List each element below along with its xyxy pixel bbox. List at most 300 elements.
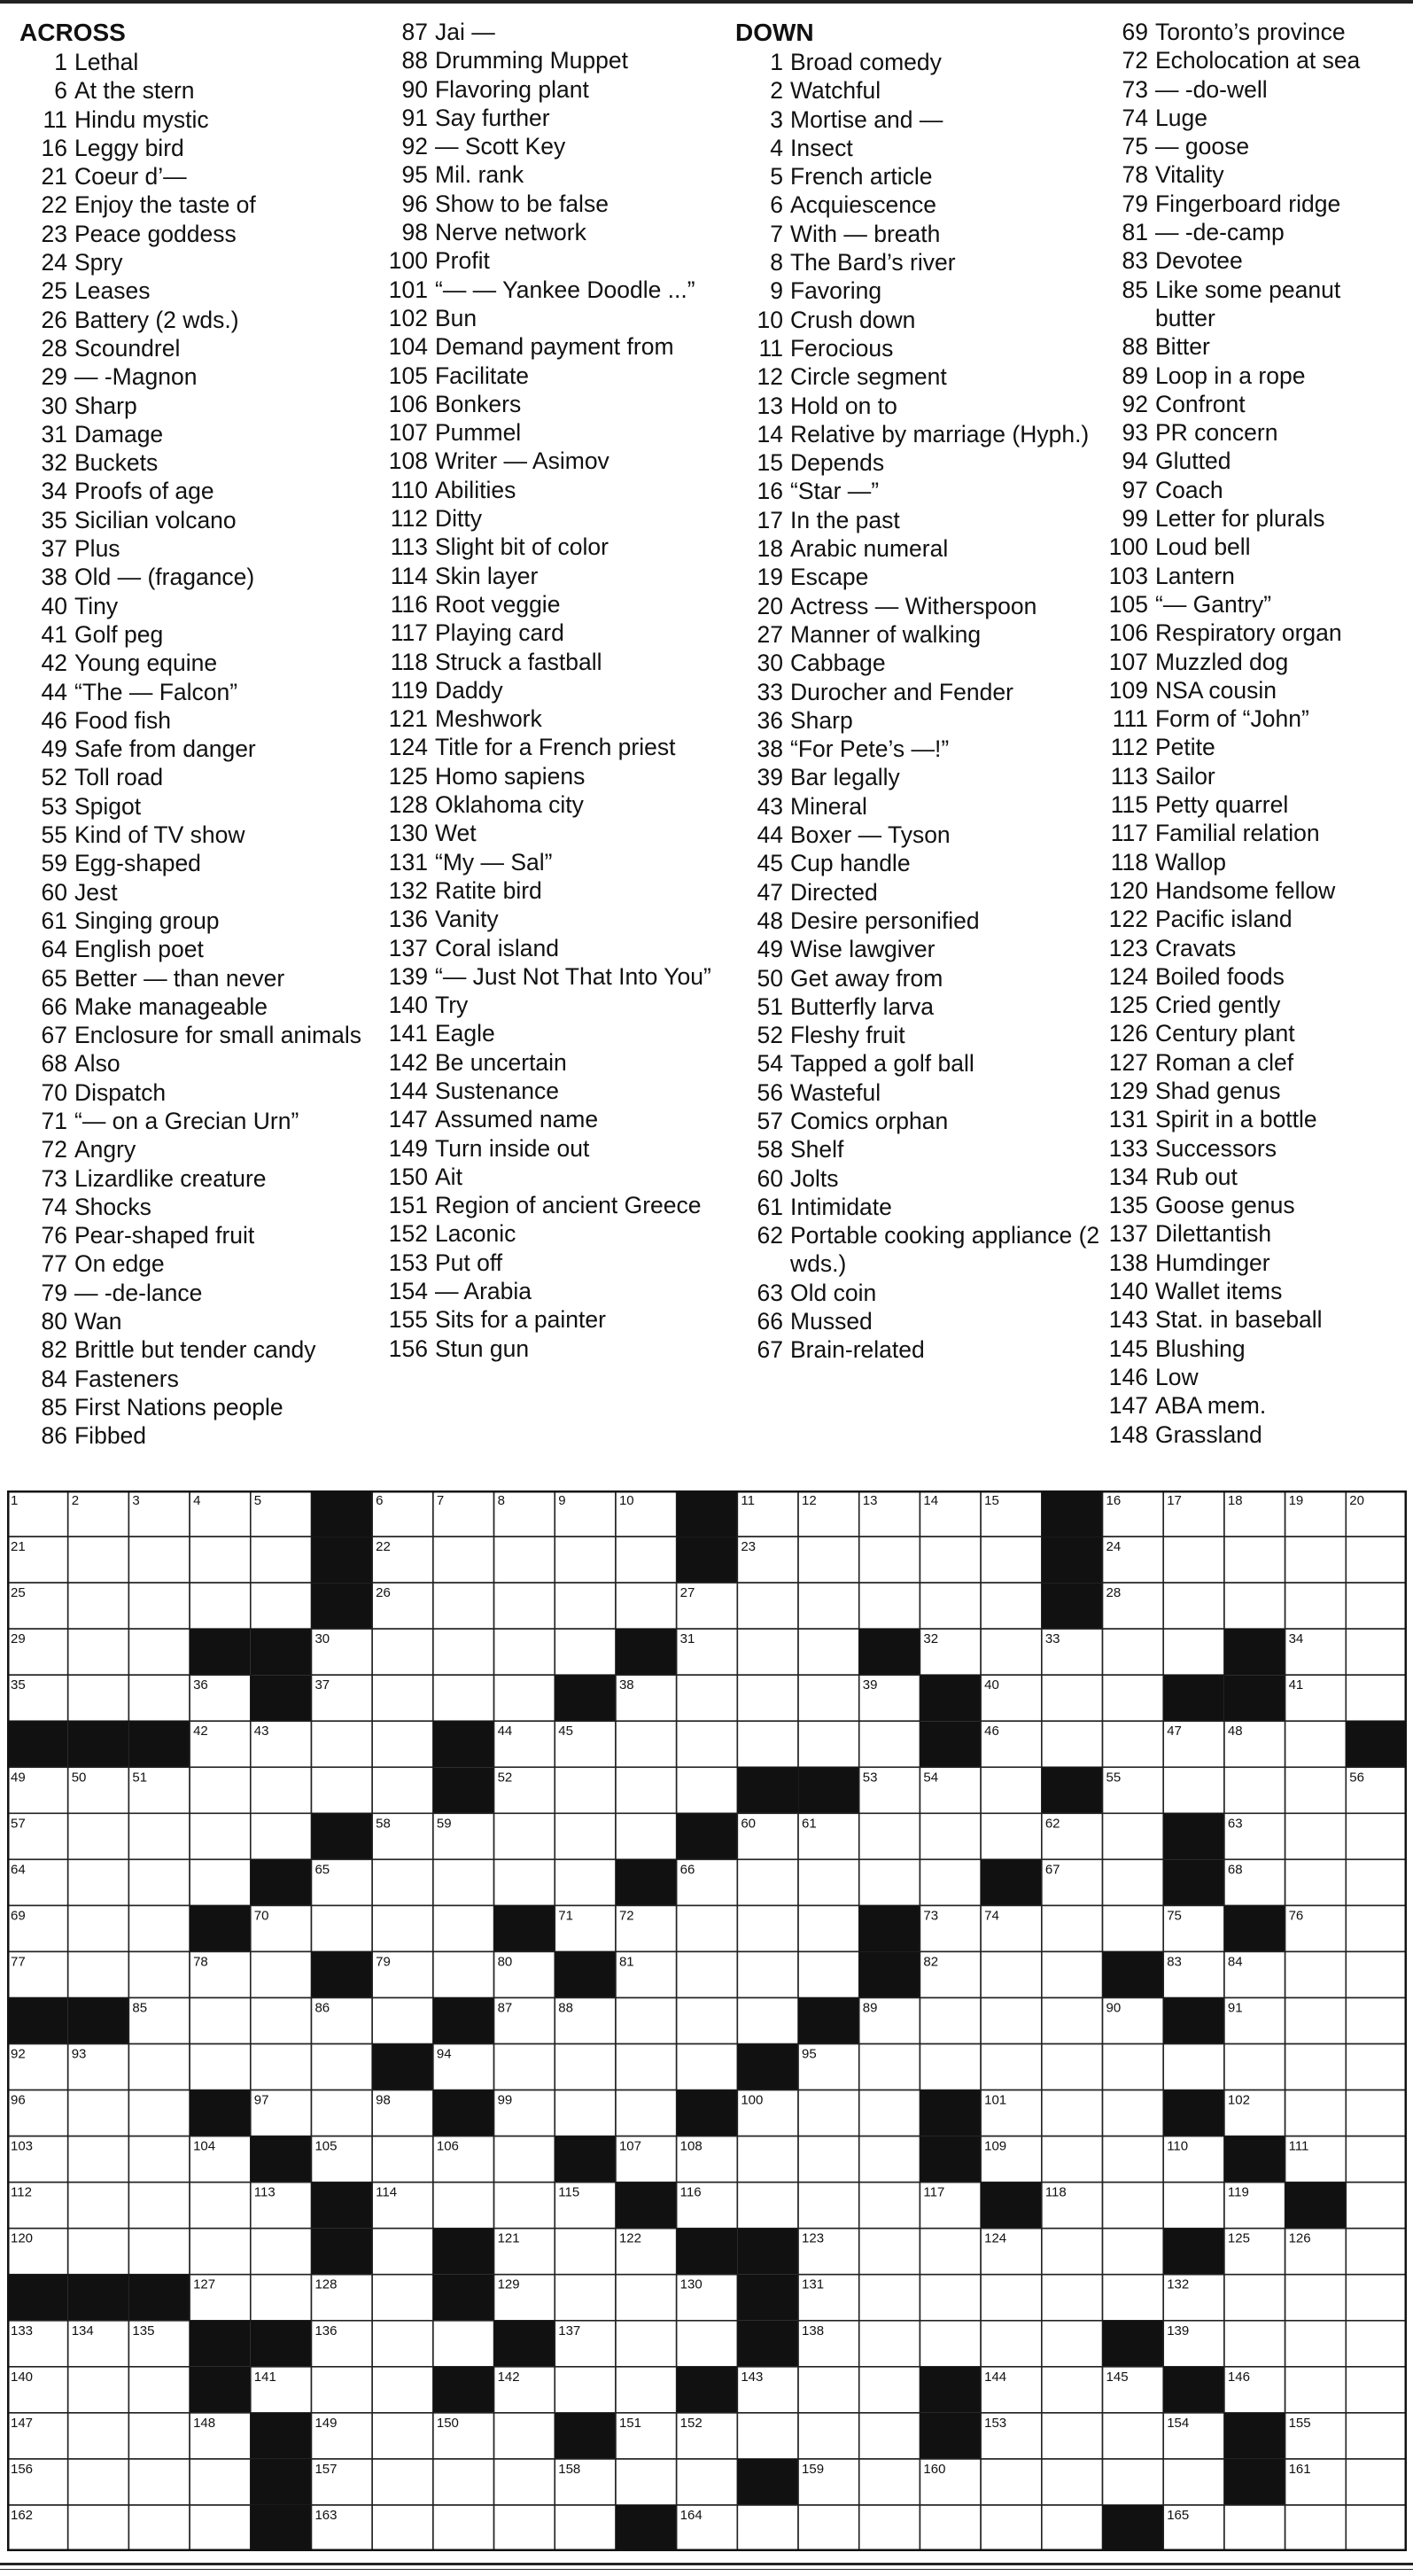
grid-cell[interactable]	[555, 2367, 616, 2413]
grid-cell[interactable]	[737, 1629, 798, 1675]
down-clue-7[interactable]	[735, 220, 1103, 248]
across-clue-132[interactable]	[377, 876, 735, 905]
grid-cell[interactable]	[251, 1537, 312, 1583]
across-clue-84[interactable]	[19, 1365, 374, 1393]
grid-cell[interactable]	[251, 1813, 312, 1859]
grid-cell[interactable]	[1346, 1905, 1407, 1951]
grid-cell[interactable]	[251, 2044, 312, 2090]
grid-cell[interactable]	[1103, 2136, 1164, 2183]
grid-cell[interactable]	[1346, 1813, 1407, 1859]
grid-cell[interactable]	[677, 2321, 738, 2367]
grid-cell[interactable]	[128, 1813, 190, 1859]
grid-cell[interactable]	[555, 2044, 616, 2090]
grid-cell[interactable]	[920, 1997, 981, 2043]
down-clue-74[interactable]	[1104, 104, 1405, 132]
across-clue-121[interactable]	[377, 704, 735, 733]
down-clue-43[interactable]	[735, 792, 1103, 821]
down-clue-61[interactable]	[735, 1193, 1103, 1221]
grid-cell[interactable]	[1224, 1537, 1285, 1583]
down-clue-111[interactable]	[1104, 704, 1405, 733]
grid-cell[interactable]	[1346, 2505, 1407, 2551]
grid-cell[interactable]	[1103, 1721, 1164, 1767]
down-clue-44[interactable]	[735, 821, 1103, 849]
grid-cell[interactable]	[251, 1951, 312, 1997]
grid-cell[interactable]	[555, 1859, 616, 1905]
across-clue-112[interactable]	[377, 504, 735, 533]
down-clue-20[interactable]	[735, 592, 1103, 620]
grid-cell[interactable]	[616, 2090, 677, 2136]
down-clue-10[interactable]	[735, 306, 1103, 334]
grid-cell[interactable]	[68, 2229, 129, 2275]
grid-cell[interactable]	[128, 2505, 190, 2551]
grid-cell[interactable]	[555, 2090, 616, 2136]
grid-cell[interactable]	[1346, 2136, 1407, 2183]
grid-cell[interactable]	[128, 2044, 190, 2090]
down-clue-14[interactable]	[735, 420, 1103, 448]
grid-cell[interactable]	[981, 1583, 1042, 1629]
grid-cell[interactable]	[616, 2321, 677, 2367]
across-clue-90[interactable]	[377, 75, 735, 104]
grid-cell[interactable]	[859, 1583, 920, 1629]
grid-cell[interactable]	[616, 1997, 677, 2043]
across-clue-60[interactable]	[19, 878, 374, 907]
grid-cell[interactable]	[1285, 1583, 1347, 1629]
across-clue-65[interactable]	[19, 964, 374, 992]
grid-cell[interactable]	[68, 2505, 129, 2551]
down-clue-133[interactable]	[1104, 1134, 1405, 1163]
grid-cell[interactable]	[433, 1905, 494, 1951]
across-clue-41[interactable]	[19, 620, 374, 649]
grid-cell[interactable]	[1346, 2459, 1407, 2505]
grid-cell[interactable]	[311, 1721, 372, 1767]
grid-cell[interactable]	[311, 2090, 372, 2136]
down-clue-5[interactable]	[735, 162, 1103, 191]
down-clue-135[interactable]	[1104, 1191, 1405, 1219]
across-clue-80[interactable]	[19, 1307, 374, 1335]
grid-cell[interactable]	[1285, 1997, 1347, 2043]
grid-cell[interactable]	[372, 2136, 433, 2183]
grid-cell[interactable]	[372, 1767, 433, 1813]
grid-cell[interactable]	[128, 1951, 190, 1997]
down-clue-13[interactable]	[735, 392, 1103, 420]
grid-cell[interactable]	[1042, 1675, 1103, 1721]
across-clue-82[interactable]	[19, 1335, 374, 1364]
grid-cell[interactable]	[1042, 1951, 1103, 1997]
down-clue-123[interactable]	[1104, 934, 1405, 962]
across-clue-130[interactable]	[377, 819, 735, 847]
down-clue-75[interactable]	[1104, 132, 1405, 160]
across-clue-147[interactable]	[377, 1105, 735, 1133]
grid-cell[interactable]	[677, 1721, 738, 1767]
grid-cell[interactable]	[433, 1583, 494, 1629]
down-clue-60[interactable]	[735, 1164, 1103, 1193]
grid-cell[interactable]	[677, 1951, 738, 1997]
grid-cell[interactable]	[920, 1537, 981, 1583]
grid-cell[interactable]	[859, 2413, 920, 2459]
down-clue-3[interactable]	[735, 105, 1103, 134]
grid-cell[interactable]	[494, 2136, 555, 2183]
grid-cell[interactable]	[859, 2044, 920, 2090]
grid-cell[interactable]	[128, 1537, 190, 1583]
across-clue-140[interactable]	[377, 991, 735, 1019]
grid-cell[interactable]	[981, 1813, 1042, 1859]
down-clue-78[interactable]	[1104, 160, 1405, 189]
grid-cell[interactable]	[859, 2321, 920, 2367]
grid-cell[interactable]	[616, 2044, 677, 2090]
grid-cell[interactable]	[433, 2505, 494, 2551]
across-clue-76[interactable]	[19, 1221, 374, 1249]
grid-cell[interactable]	[1103, 2090, 1164, 2136]
grid-cell[interactable]	[433, 1859, 494, 1905]
grid-cell[interactable]	[494, 2413, 555, 2459]
down-clue-124[interactable]	[1104, 962, 1405, 991]
down-clue-18[interactable]	[735, 534, 1103, 563]
across-clue-124[interactable]	[377, 733, 735, 761]
down-clue-69[interactable]	[1104, 18, 1405, 46]
down-clue-16[interactable]	[735, 477, 1103, 505]
grid-cell[interactable]	[616, 1813, 677, 1859]
grid-cell[interactable]	[1042, 2275, 1103, 2321]
grid-cell[interactable]	[1042, 2505, 1103, 2551]
grid-cell[interactable]	[1346, 2367, 1407, 2413]
grid-cell[interactable]	[737, 1859, 798, 1905]
across-clue-152[interactable]	[377, 1219, 735, 1248]
grid-cell[interactable]	[128, 1629, 190, 1675]
grid-cell[interactable]	[555, 1537, 616, 1583]
across-clue-16[interactable]	[19, 134, 374, 162]
grid-cell[interactable]	[68, 2136, 129, 2183]
grid-cell[interactable]	[1285, 1537, 1347, 1583]
across-clue-144[interactable]	[377, 1077, 735, 1105]
crossword-grid[interactable]	[7, 1490, 1407, 2551]
grid-cell[interactable]	[128, 2459, 190, 2505]
grid-cell[interactable]	[68, 2367, 129, 2413]
down-clue-19[interactable]	[735, 563, 1103, 591]
grid-cell[interactable]	[981, 1537, 1042, 1583]
grid-cell[interactable]	[251, 1583, 312, 1629]
grid-cell[interactable]	[859, 2183, 920, 2229]
grid-cell[interactable]	[1042, 2136, 1103, 2183]
across-clue-131[interactable]	[377, 848, 735, 876]
grid-cell[interactable]	[859, 2136, 920, 2183]
grid-cell[interactable]	[68, 1583, 129, 1629]
grid-cell[interactable]	[981, 2321, 1042, 2367]
grid-cell[interactable]	[981, 1951, 1042, 1997]
grid-cell[interactable]	[981, 1629, 1042, 1675]
grid-cell[interactable]	[128, 2136, 190, 2183]
grid-cell[interactable]	[616, 2275, 677, 2321]
across-clue-38[interactable]	[19, 563, 374, 591]
grid-cell[interactable]	[737, 2183, 798, 2229]
down-clue-148[interactable]	[1104, 1420, 1405, 1449]
grid-cell[interactable]	[555, 2275, 616, 2321]
grid-cell[interactable]	[616, 1721, 677, 1767]
grid-cell[interactable]	[798, 1675, 859, 1721]
down-clue-67[interactable]	[735, 1335, 1103, 1364]
grid-cell[interactable]	[859, 1537, 920, 1583]
grid-cell[interactable]	[1285, 1813, 1347, 1859]
grid-cell[interactable]	[1285, 1859, 1347, 1905]
grid-cell[interactable]	[616, 1767, 677, 1813]
down-clue-134[interactable]	[1104, 1163, 1405, 1191]
grid-cell[interactable]	[737, 2505, 798, 2551]
grid-cell[interactable]	[1346, 1675, 1407, 1721]
across-clue-11[interactable]	[19, 105, 374, 134]
down-clue-6[interactable]	[735, 191, 1103, 219]
grid-cell[interactable]	[190, 2229, 251, 2275]
down-clue-36[interactable]	[735, 706, 1103, 735]
grid-cell[interactable]	[1285, 1721, 1347, 1767]
across-clue-21[interactable]	[19, 162, 374, 191]
across-clue-119[interactable]	[377, 676, 735, 704]
grid-cell[interactable]	[372, 1629, 433, 1675]
grid-cell[interactable]	[1285, 2505, 1347, 2551]
down-clue-9[interactable]	[735, 276, 1103, 305]
grid-cell[interactable]	[494, 1813, 555, 1859]
grid-cell[interactable]	[555, 1813, 616, 1859]
across-clue-106[interactable]	[377, 390, 735, 418]
grid-cell[interactable]	[920, 2229, 981, 2275]
grid-cell[interactable]	[311, 1767, 372, 1813]
down-clue-1[interactable]	[735, 48, 1103, 76]
grid-cell[interactable]	[372, 1721, 433, 1767]
across-clue-155[interactable]	[377, 1305, 735, 1334]
grid-cell[interactable]	[372, 1675, 433, 1721]
grid-cell[interactable]	[1285, 2090, 1347, 2136]
grid-cell[interactable]	[555, 1767, 616, 1813]
grid-cell[interactable]	[737, 2413, 798, 2459]
grid-cell[interactable]	[981, 1997, 1042, 2043]
grid-cell[interactable]	[555, 1583, 616, 1629]
grid-cell[interactable]	[859, 1859, 920, 1905]
down-clue-12[interactable]	[735, 362, 1103, 391]
grid-cell[interactable]	[798, 1859, 859, 1905]
down-clue-83[interactable]	[1104, 246, 1405, 275]
grid-cell[interactable]	[128, 1905, 190, 1951]
grid-cell[interactable]	[433, 2183, 494, 2229]
grid-cell[interactable]	[372, 2505, 433, 2551]
down-clue-73[interactable]	[1104, 75, 1405, 104]
across-clue-128[interactable]	[377, 790, 735, 819]
across-clue-110[interactable]	[377, 476, 735, 504]
grid-cell[interactable]	[190, 2183, 251, 2229]
grid-cell[interactable]	[1346, 1583, 1407, 1629]
across-clue-74[interactable]	[19, 1193, 374, 1221]
grid-cell[interactable]	[1042, 1997, 1103, 2043]
grid-cell[interactable]	[494, 2044, 555, 2090]
down-clue-113[interactable]	[1104, 762, 1405, 790]
grid-cell[interactable]	[859, 2275, 920, 2321]
down-clue-57[interactable]	[735, 1107, 1103, 1135]
down-clue-122[interactable]	[1104, 905, 1405, 933]
grid-cell[interactable]	[190, 1813, 251, 1859]
across-clue-37[interactable]	[19, 534, 374, 563]
grid-cell[interactable]	[494, 2505, 555, 2551]
grid-cell[interactable]	[311, 2367, 372, 2413]
down-clue-15[interactable]	[735, 448, 1103, 477]
grid-cell[interactable]	[372, 2275, 433, 2321]
grid-cell[interactable]	[1285, 1767, 1347, 1813]
grid-cell[interactable]	[433, 2321, 494, 2367]
grid-cell[interactable]	[1163, 2183, 1224, 2229]
across-clue-46[interactable]	[19, 706, 374, 735]
grid-cell[interactable]	[1346, 1997, 1407, 2043]
down-clue-49[interactable]	[735, 935, 1103, 963]
across-clue-42[interactable]	[19, 649, 374, 677]
grid-cell[interactable]	[494, 2459, 555, 2505]
grid-cell[interactable]	[981, 2505, 1042, 2551]
grid-cell[interactable]	[68, 1951, 129, 1997]
grid-cell[interactable]	[128, 2413, 190, 2459]
grid-cell[interactable]	[372, 1997, 433, 2043]
across-clue-118[interactable]	[377, 648, 735, 676]
across-clue-67[interactable]	[19, 1021, 374, 1049]
down-clue-138[interactable]	[1104, 1249, 1405, 1277]
grid-cell[interactable]	[311, 2044, 372, 2090]
down-clue-11[interactable]	[735, 334, 1103, 362]
grid-cell[interactable]	[372, 1859, 433, 1905]
down-clue-39[interactable]	[735, 763, 1103, 791]
grid-cell[interactable]	[1042, 1721, 1103, 1767]
down-clue-125[interactable]	[1104, 991, 1405, 1019]
across-clue-91[interactable]	[377, 104, 735, 132]
grid-cell[interactable]	[190, 1997, 251, 2043]
grid-cell[interactable]	[677, 1767, 738, 1813]
across-clue-66[interactable]	[19, 992, 374, 1021]
grid-cell[interactable]	[677, 2459, 738, 2505]
grid-cell[interactable]	[859, 1721, 920, 1767]
grid-cell[interactable]	[737, 1583, 798, 1629]
across-clue-88[interactable]	[377, 46, 735, 74]
across-clue-102[interactable]	[377, 304, 735, 332]
across-clue-68[interactable]	[19, 1049, 374, 1078]
grid-cell[interactable]	[981, 2275, 1042, 2321]
grid-cell[interactable]	[920, 1813, 981, 1859]
grid-cell[interactable]	[372, 2229, 433, 2275]
grid-cell[interactable]	[494, 1583, 555, 1629]
down-clue-115[interactable]	[1104, 790, 1405, 819]
across-clue-22[interactable]	[19, 191, 374, 219]
grid-cell[interactable]	[798, 1951, 859, 1997]
grid-cell[interactable]	[494, 1537, 555, 1583]
down-clue-72[interactable]	[1104, 46, 1405, 74]
across-clue-64[interactable]	[19, 935, 374, 963]
grid-cell[interactable]	[798, 2183, 859, 2229]
down-clue-143[interactable]	[1104, 1305, 1405, 1334]
grid-cell[interactable]	[1163, 1629, 1224, 1675]
across-clue-71[interactable]	[19, 1107, 374, 1135]
down-clue-126[interactable]	[1104, 1019, 1405, 1047]
grid-cell[interactable]	[433, 1629, 494, 1675]
grid-cell[interactable]	[798, 2413, 859, 2459]
grid-cell[interactable]	[920, 2275, 981, 2321]
down-clue-97[interactable]	[1104, 476, 1405, 504]
grid-cell[interactable]	[798, 1721, 859, 1767]
grid-cell[interactable]	[920, 2044, 981, 2090]
grid-cell[interactable]	[798, 2367, 859, 2413]
grid-cell[interactable]	[798, 2090, 859, 2136]
across-clue-116[interactable]	[377, 590, 735, 619]
across-clue-73[interactable]	[19, 1164, 374, 1193]
grid-cell[interactable]	[798, 2136, 859, 2183]
grid-cell[interactable]	[616, 1583, 677, 1629]
grid-cell[interactable]	[68, 1537, 129, 1583]
grid-cell[interactable]	[68, 1905, 129, 1951]
across-clue-44[interactable]	[19, 678, 374, 706]
grid-cell[interactable]	[494, 1675, 555, 1721]
grid-cell[interactable]	[1103, 1813, 1164, 1859]
across-clue-100[interactable]	[377, 246, 735, 275]
across-clue-105[interactable]	[377, 362, 735, 390]
grid-cell[interactable]	[190, 1537, 251, 1583]
grid-cell[interactable]	[433, 1537, 494, 1583]
across-clue-1[interactable]	[19, 48, 374, 76]
grid-cell[interactable]	[1042, 2229, 1103, 2275]
grid-cell[interactable]	[616, 2367, 677, 2413]
grid-cell[interactable]	[1042, 2321, 1103, 2367]
across-clue-101[interactable]	[377, 276, 735, 304]
down-clue-112[interactable]	[1104, 733, 1405, 761]
grid-cell[interactable]	[1346, 2044, 1407, 2090]
grid-cell[interactable]	[128, 2229, 190, 2275]
across-clue-77[interactable]	[19, 1249, 374, 1278]
grid-cell[interactable]	[372, 2413, 433, 2459]
down-clue-48[interactable]	[735, 907, 1103, 935]
down-clue-120[interactable]	[1104, 876, 1405, 905]
grid-cell[interactable]	[68, 2090, 129, 2136]
grid-cell[interactable]	[372, 2367, 433, 2413]
down-clue-79[interactable]	[1104, 190, 1405, 218]
grid-cell[interactable]	[1163, 1583, 1224, 1629]
grid-cell[interactable]	[1163, 1767, 1224, 1813]
across-clue-49[interactable]	[19, 735, 374, 763]
down-clue-137[interactable]	[1104, 1219, 1405, 1248]
grid-cell[interactable]	[677, 2044, 738, 2090]
grid-cell[interactable]	[128, 2090, 190, 2136]
grid-cell[interactable]	[1346, 2090, 1407, 2136]
across-clue-154[interactable]	[377, 1277, 735, 1305]
down-clue-47[interactable]	[735, 878, 1103, 907]
across-clue-108[interactable]	[377, 447, 735, 475]
grid-cell[interactable]	[1224, 2275, 1285, 2321]
down-clue-127[interactable]	[1104, 1048, 1405, 1077]
down-clue-52[interactable]	[735, 1021, 1103, 1049]
across-clue-117[interactable]	[377, 619, 735, 647]
grid-cell[interactable]	[1285, 1951, 1347, 1997]
grid-cell[interactable]	[68, 1859, 129, 1905]
grid-cell[interactable]	[1103, 2459, 1164, 2505]
grid-cell[interactable]	[68, 2183, 129, 2229]
down-clue-147[interactable]	[1104, 1391, 1405, 1420]
grid-cell[interactable]	[494, 1859, 555, 1905]
grid-cell[interactable]	[1346, 2183, 1407, 2229]
grid-cell[interactable]	[433, 1675, 494, 1721]
down-clue-27[interactable]	[735, 620, 1103, 649]
grid-cell[interactable]	[372, 2321, 433, 2367]
across-clue-150[interactable]	[377, 1163, 735, 1191]
across-clue-92[interactable]	[377, 132, 735, 160]
grid-cell[interactable]	[68, 1629, 129, 1675]
grid-cell[interactable]	[1346, 1629, 1407, 1675]
across-clue-142[interactable]	[377, 1048, 735, 1077]
grid-cell[interactable]	[798, 2505, 859, 2551]
grid-cell[interactable]	[1224, 2505, 1285, 2551]
down-clue-146[interactable]	[1104, 1363, 1405, 1391]
down-clue-8[interactable]	[735, 248, 1103, 276]
down-clue-58[interactable]	[735, 1135, 1103, 1163]
across-clue-25[interactable]	[19, 276, 374, 305]
down-clue-63[interactable]	[735, 1279, 1103, 1307]
